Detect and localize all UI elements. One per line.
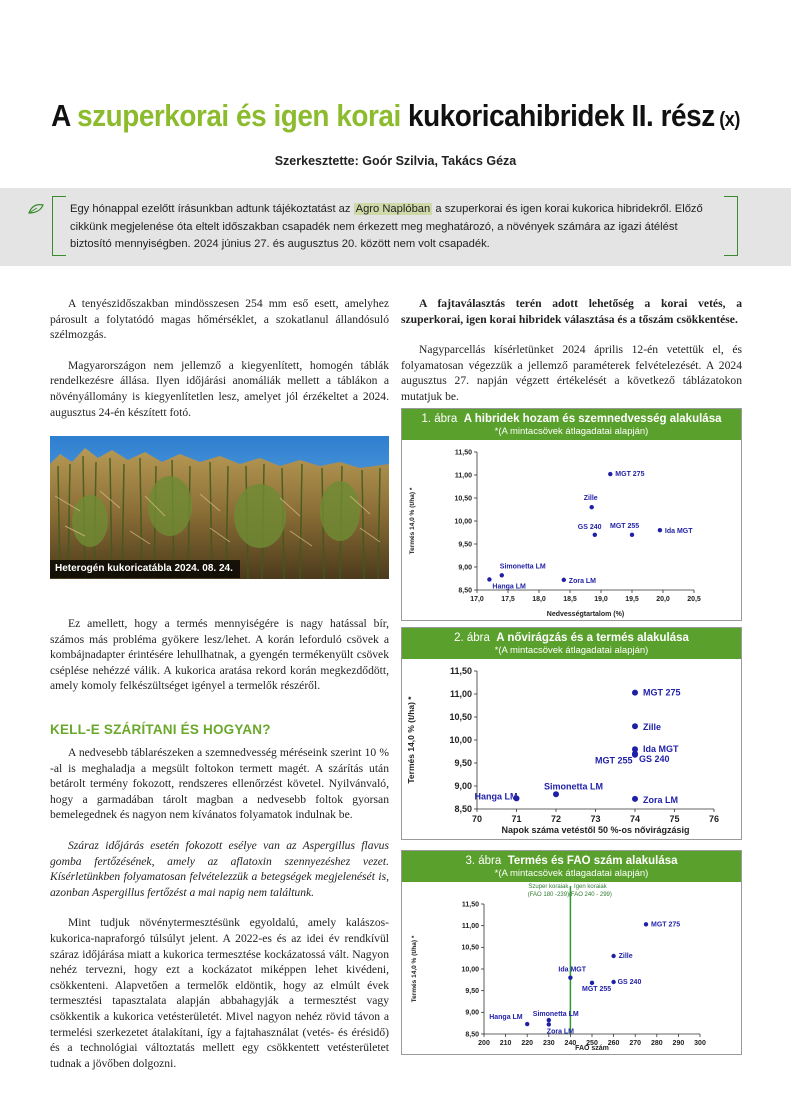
point-label: Zille <box>583 495 598 503</box>
data-point <box>658 528 662 532</box>
y-tick-label: 8,50 <box>465 1031 479 1039</box>
point-label: Hanga LM <box>492 583 526 591</box>
paragraph: A nedvesebb táblarészeken a szemnedvesség méréseink szerint 10 % -al is meghaladja a megsült foltokon termett magét. A szárítás után betárolt termény fokozott, rendszeres ellenőrzést követel. Nyilvánvaló, hogy a garmadában tárolt magban a nedvesebb foltok gyorsan bemelegednek és nagyon nem kívánatos folyamatok indulnak be. <box>50 746 389 822</box>
paragraph: Ez amellett, hogy a termés mennyiségére is nagy hatással bír, számos más probléma gyökere lesz/lehet. A korán leforduló csövek a kombájnadapter érintésére lehullhatnak, a gyengén termékenyült csövek cséplése nehézzé válik. A kukorica aratása rekord korán megkezdődött, amely komoly felkészültséget igényel a termelők részéről. <box>50 617 389 693</box>
data-point <box>632 796 638 802</box>
x-tick-label: 290 <box>672 1040 685 1047</box>
point-label: Simonetta LM <box>499 563 546 571</box>
y-tick-label: 8,50 <box>454 804 472 814</box>
bracket-right <box>724 196 738 256</box>
y-tick-label: 10,00 <box>449 735 472 745</box>
x-tick-label: 17,0 <box>470 596 484 603</box>
bracket-left <box>52 196 66 256</box>
y-tick-label: 10,00 <box>461 966 479 974</box>
chart-2-header <box>402 628 741 659</box>
x-axis-label: Napok száma vetéstől 50 %-os nővirágzásig <box>501 825 690 835</box>
chart-3-title: Termés és FAO szám alakulása <box>507 855 678 867</box>
data-point <box>632 723 638 729</box>
title-green: szuperkorai és igen korai <box>77 98 401 133</box>
left-column-rest <box>50 745 389 1086</box>
chart-3-prefix: 3. ábra <box>465 855 502 867</box>
x-tick-label: 220 <box>521 1040 534 1047</box>
paragraph: Magyarországon nem jellemző a kiegyenlített, homogén táblák rendelkezésre állása. Ilyen időjárási anomáliák mellett a táblákon a növényállomány is kiegyenlítetlen lesz, amelyet jól érzékeltet a 2024. augusztus 24-én készített fotó. <box>50 358 389 419</box>
x-tick-label: 230 <box>542 1040 555 1047</box>
paragraph: A fajtaválasztás terén adott lehetőség a korai vetés, a szuperkorai, igen korai hibridek választása és a tőszám csökkentése. <box>401 297 742 326</box>
chart-1-header <box>402 409 741 440</box>
y-axis-label: Termés 14,0 % (t/ha) * <box>406 696 416 784</box>
point-label: MGT 275 <box>615 471 645 479</box>
data-point <box>590 505 594 509</box>
x-tick-label: 73 <box>590 814 601 824</box>
data-point <box>547 1018 551 1022</box>
point-label: GS 240 <box>577 523 602 531</box>
page-title <box>40 98 752 134</box>
x-tick-label: 18,0 <box>532 596 546 603</box>
point-label: Simonetta LM <box>544 781 604 792</box>
x-tick-label: 71 <box>511 814 522 824</box>
data-point <box>632 690 638 696</box>
point-label: MGT 255 <box>595 755 633 766</box>
chart-1-prefix: 1. ábra <box>421 413 458 425</box>
point-label: MGT 275 <box>651 921 681 929</box>
y-tick-label: 9,50 <box>458 541 472 549</box>
chart-3-plot <box>402 882 741 1054</box>
fao-annotation: Szuper koraiak <box>528 884 569 890</box>
paragraph: Száraz időjárás esetén fokozott esélye van az Aspergillus flavus gomba fertőzésének, amely az aflatoxin szennyezéshez vezet. Kísérletünkben folyamatosan felvételezzük a betegségek megjelenését is, azonban Aspergillus fertőzést a mai napig nem találtunk. <box>50 838 389 899</box>
point-label: Zille <box>618 953 633 960</box>
corn-field-photo <box>50 436 389 579</box>
y-tick-label: 11,00 <box>461 923 479 930</box>
y-tick-label: 11,50 <box>461 901 479 909</box>
y-tick-label: 11,50 <box>449 666 472 676</box>
chart-2 <box>401 627 742 840</box>
point-label: Zora LM <box>643 794 678 805</box>
intro-text <box>70 201 720 254</box>
y-tick-label: 9,00 <box>465 1009 479 1017</box>
point-label: MGT 275 <box>643 687 681 698</box>
chart-2-plot <box>402 659 741 839</box>
left-column-top <box>50 296 389 435</box>
x-axis-label: FAO szám <box>575 1045 609 1052</box>
x-tick-label: 19,5 <box>625 596 639 603</box>
point-label: Ida MGT <box>664 528 693 536</box>
photo-caption: Heterogén kukoricatábla 2024. 08. 24. <box>50 560 240 578</box>
title-prefix: A <box>51 98 78 133</box>
data-point <box>632 752 638 758</box>
chart-2-title: A nővirágzás és a termés alakulása <box>496 632 689 644</box>
chart-1-subtitle: *(A mintacsövek átlagadatai alapján) <box>494 426 649 437</box>
data-point <box>608 472 612 476</box>
point-label: Zora LM <box>546 1028 575 1036</box>
data-point <box>593 533 597 537</box>
chart-1 <box>401 408 742 621</box>
y-tick-label: 9,50 <box>465 988 479 995</box>
y-tick-label: 11,00 <box>454 472 472 480</box>
left-column-bottom <box>50 616 389 709</box>
title-suffix: (x) <box>714 109 740 131</box>
data-point <box>547 1022 551 1026</box>
y-tick-label: 9,00 <box>454 781 472 791</box>
chart-2-prefix: 2. ábra <box>454 632 490 644</box>
point-label: Zora LM <box>568 577 597 585</box>
x-tick-label: 76 <box>708 814 720 824</box>
point-label: Hanga LM <box>489 1014 523 1022</box>
chart-3 <box>401 850 742 1055</box>
data-point <box>562 578 566 582</box>
x-tick-label: 18,5 <box>563 596 577 603</box>
leaf-icon <box>28 203 44 215</box>
data-point <box>525 1022 529 1026</box>
x-tick-label: 72 <box>550 814 562 824</box>
x-tick-label: 240 <box>564 1040 577 1047</box>
y-tick-label: 11,00 <box>449 689 472 699</box>
point-label: GS 240 <box>639 753 670 764</box>
y-tick-label: 10,50 <box>449 712 472 722</box>
x-tick-label: 74 <box>629 814 641 824</box>
y-tick-label: 10,50 <box>454 495 472 503</box>
fao-annotation: (FAO 240 - 299) <box>568 892 612 898</box>
point-label: Ida MGT <box>643 744 679 755</box>
data-point <box>611 954 615 958</box>
x-tick-label: 200 <box>478 1040 490 1047</box>
point-label: Hanga LM <box>474 791 518 802</box>
y-tick-label: 10,50 <box>461 944 479 952</box>
data-point <box>590 981 594 985</box>
point-label: Zille <box>643 722 662 733</box>
x-tick-label: 19,0 <box>594 596 608 603</box>
x-tick-label: 70 <box>471 814 483 824</box>
x-tick-label: 17,5 <box>501 596 515 603</box>
y-axis-label: Termés 14,0 % (t/ha) * <box>409 487 416 555</box>
point-label: Ida MGT <box>558 966 587 974</box>
data-point <box>487 577 491 581</box>
intro-highlight: Agro Naplóban <box>355 203 431 215</box>
x-axis-label: Nedvességtartalom (%) <box>546 611 625 618</box>
data-point <box>553 791 559 797</box>
point-label: GS 240 <box>617 979 642 986</box>
y-tick-label: 11,50 <box>454 449 472 457</box>
paragraph: Mint tudjuk növénytermesztésünk egyoldalú, amely kalászos-kukorica-napraforgó túlsúlyt jelent. A 2022-es és az idei év rendkívül száraz időjárása miatt a kukorica termesztése kockázatossá vált. Nagyon nehéz tervezni, hogy ezt a kockázatot miképpen lehet kivédeni, csökkenteni. Alapvetően a termelők eldöntik, hogy az elmúlt évek termesztési tapasztalata alapján abbahagyják a termesztést vagy csökkentik a kukorica vetésterületét. Mivel nagyon nehéz rövid távon a termelési szerkezetet átalakítani, így a fajtahasználat (vetés- és érésidő) és a technológiai változtatás mellett egy csökkentett vetésterületet tudnak a jövőben dolgozni. <box>50 916 389 1070</box>
x-tick-label: 260 <box>607 1040 620 1047</box>
right-column-text <box>401 296 742 420</box>
x-tick-label: 300 <box>694 1040 706 1047</box>
point-label: Simonetta LM <box>532 1011 579 1019</box>
x-tick-label: 20,5 <box>687 596 701 603</box>
x-tick-label: 250 <box>586 1040 598 1047</box>
x-tick-label: 210 <box>499 1040 512 1047</box>
intro-part2: a szuperkorai és igen korai kukorica hibridekről. Előző cikkünk megjelenése óta eltelt időszakban csapadék nem érkezett meg meghatározó, a növények számára az igazi átélést biztosító mennyiségben. 2024 június 27. és augusztus 20. között nem volt csapadék. <box>70 203 703 250</box>
y-tick-label: 8,50 <box>458 587 472 595</box>
chart-3-header <box>402 851 741 882</box>
chart-1-plot <box>402 440 741 620</box>
data-point <box>630 533 634 537</box>
x-tick-label: 280 <box>650 1040 663 1047</box>
x-tick-label: 20,0 <box>656 596 670 603</box>
fao-annotation: (FAO 180 -239) <box>527 892 570 898</box>
data-point <box>644 922 648 926</box>
paragraph: Nagyparcellás kísérletünket 2024 április 12-én vetettük el, és folyamatosan végezzük a jellemző paraméterek felvételezését. A 2024 augusztus 27. napján végzett értékelését a következő táblázatokon mutatjuk be. <box>401 343 742 403</box>
section-heading: KELL-E SZÁRÍTANI ÉS HOGYAN? <box>50 722 271 737</box>
fao-annotation: Igen koraiak <box>574 884 607 890</box>
chart-2-subtitle: *(A mintacsövek átlagadatai alapján) <box>494 645 649 656</box>
y-axis-label: Termés 14,0 % (t/ha) * <box>411 935 418 1003</box>
data-point <box>611 980 615 984</box>
point-label: MGT 255 <box>610 522 640 530</box>
point-label: MGT 255 <box>582 985 612 993</box>
intro-part1: Egy hónappal ezelőtt írásunkban adtunk tájékoztatást az <box>70 203 354 215</box>
data-point <box>500 573 504 577</box>
paragraph: A tenyészidőszakban mindösszesen 254 mm eső esett, amelyhez párosult a folytatódó magas hőmérséklet, a szokatlanul állandósuló szélmozgás. <box>50 297 389 342</box>
chart-3-subtitle: *(A mintacsövek átlagadatai alapján) <box>494 868 649 879</box>
y-tick-label: 9,00 <box>458 564 472 572</box>
title-main: kukoricahibridek II. rész <box>400 98 715 133</box>
chart-1-title: A hibridek hozam és szemnedvesség alakulása <box>463 413 722 425</box>
y-tick-label: 9,50 <box>454 758 472 768</box>
x-tick-label: 75 <box>669 814 680 824</box>
data-point <box>568 975 572 979</box>
x-tick-label: 270 <box>629 1040 642 1047</box>
y-tick-label: 10,00 <box>454 518 472 526</box>
byline: Szerkesztette: Goór Szilvia, Takács Géza <box>274 154 517 168</box>
